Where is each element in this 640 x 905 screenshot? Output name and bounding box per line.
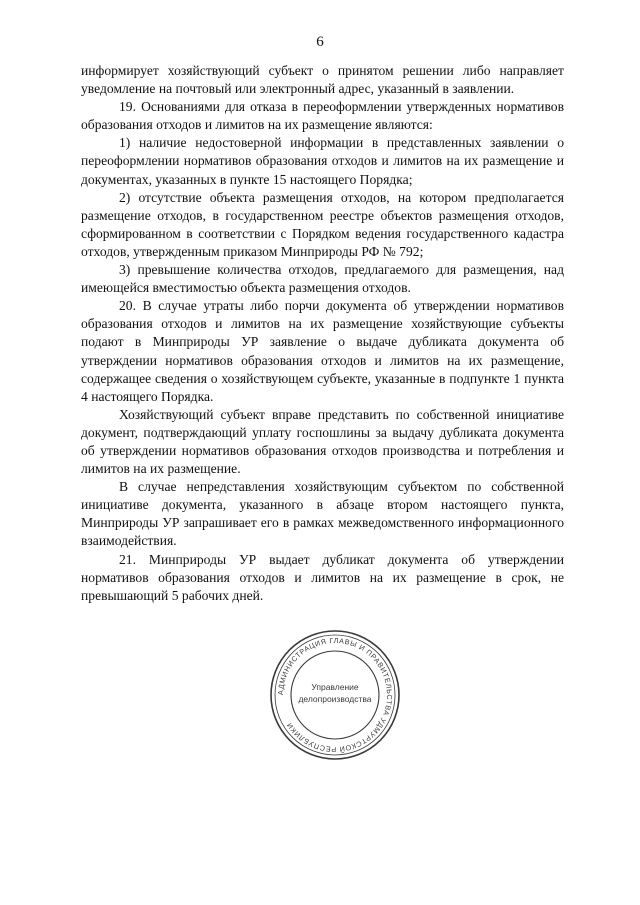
- stamp-label-line1: Управление: [311, 682, 359, 692]
- paragraph: В случае непредставления хозяйствующим субъектом по собственной инициативе документа, указанного в абзаце втором настоящего пункта, Минприроды УР запрашивает его в рамках межведомственного информационного взаимодействия.: [81, 479, 564, 549]
- paragraph: 2) отсутствие объекта размещения отходов, на котором предполагается размещение отходов, в государственном реестре объектов размещения отходов, сформированном в соответствии с Порядком ведения государственного кадастра отходов, утвержденным приказом Минприроды РФ № 792;: [81, 189, 564, 259]
- paragraph: Хозяйствующий субъект вправе представить по собственной инициативе документ, подтверждающий уплату госпошлины за выдачу дубликата документа об утверждении нормативов образования отходов производства и потребления и лимитов на их размещение.: [81, 406, 564, 477]
- stamp-ring-text: АДМИНИСТРАЦИЯ ГЛАВЫ И ПРАВИТЕЛЬСТВА УДМУРТСКОЙ РЕСПУБЛИКИ: [275, 635, 395, 755]
- paragraph: информирует хозяйствующий субъект о принятом решении либо направляет уведомление на почтовый или электронный адрес, указанный в заявлении.: [81, 63, 564, 97]
- page-number: 6: [316, 34, 324, 50]
- stamp-seal: [268, 628, 402, 762]
- paragraph: 3) превышение количества отходов, предлагаемого для размещения, над имеющейся вместимостью объекта размещения отходов.: [81, 262, 564, 296]
- paragraph: 20. В случае утраты либо порчи документа об утверждении нормативов образования отходов и лимитов на их размещение хозяйствующие субъекты подают в Минприроды УР заявление о выдаче дубликата документа об утверждении нормативов образования отходов и лимитов на их размещение, содержащее сведения о хозяйствующем субъекте, указанные в подпункте 1 пункта 4 настоящего Порядка.: [81, 298, 564, 404]
- official-stamp: [268, 628, 402, 762]
- paragraph: 21. Минприроды УР выдает дубликат документа об утверждении нормативов образования отходов и лимитов на их размещение в срок, не превышающий 5 рабочих дней.: [81, 551, 564, 603]
- stamp-label-line2: делопроизводства: [298, 694, 372, 704]
- paragraph: 1) наличие недостоверной информации в представленных заявлении о переоформлении нормативов образования отходов и лимитов на их размещение и документах, указанных в пункте 15 настоящего Порядка;: [81, 135, 564, 187]
- paragraph: 19. Основаниями для отказа в переоформлении утвержденных нормативов образования отходов и лимитов на их размещение являются:: [81, 99, 564, 133]
- document-body: [81, 62, 564, 605]
